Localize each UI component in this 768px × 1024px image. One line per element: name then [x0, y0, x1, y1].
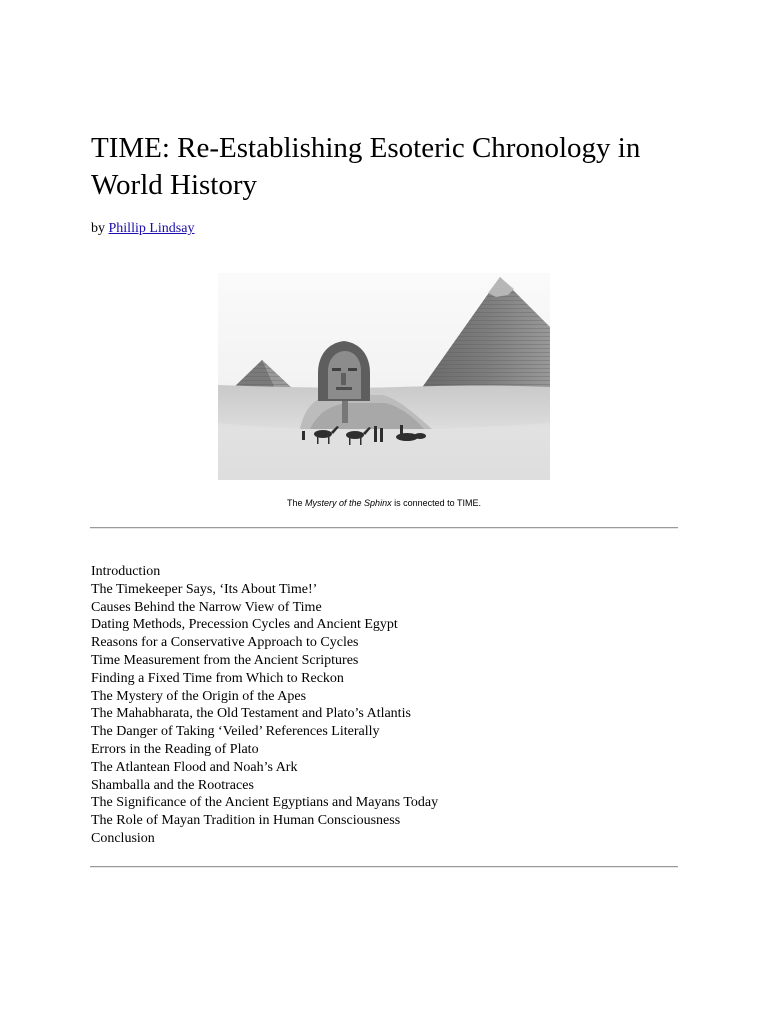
toc-item[interactable]: Shamballa and the Rootraces	[91, 777, 254, 793]
toc-item[interactable]: The Atlantean Flood and Noah’s Ark	[91, 759, 298, 775]
sphinx-and-pyramids-photo	[218, 273, 550, 480]
toc-item[interactable]: The Danger of Taking ‘Veiled’ References Literally	[91, 724, 380, 740]
toc-item[interactable]: Conclusion	[91, 830, 155, 846]
toc-item[interactable]: The Significance of the Ancient Egyptians and Mayans Today	[91, 795, 439, 811]
divider-bottom	[90, 866, 678, 868]
toc-item[interactable]: The Mystery of the Origin of the Apes	[91, 688, 307, 704]
caption-italic-title: Mystery of the Sphinx	[305, 498, 392, 508]
page-title: TIME: Re-Establishing Esoteric Chronology in World History	[91, 132, 641, 201]
toc-item[interactable]: The Timekeeper Says, ‘Its About Time!’	[91, 581, 318, 597]
table-of-contents	[91, 563, 438, 848]
toc-item[interactable]: The Mahabharata, the Old Testament and Plato’s Atlantis	[91, 706, 411, 722]
author-link[interactable]: Phillip Lindsay	[108, 221, 195, 236]
byline	[91, 220, 194, 238]
caption-text-before: The	[287, 498, 303, 508]
toc-item[interactable]: Time Measurement from the Ancient Scriptures	[91, 652, 359, 668]
toc-item[interactable]: The Role of Mayan Tradition in Human Consciousness	[91, 813, 401, 829]
toc-item[interactable]: Finding a Fixed Time from Which to Reckon	[91, 670, 344, 686]
toc-item[interactable]: Errors in the Reading of Plato	[91, 741, 259, 757]
caption-text-after: is connected to TIME.	[394, 498, 481, 508]
toc-item[interactable]: Causes Behind the Narrow View of Time	[91, 599, 322, 615]
toc-item[interactable]: Dating Methods, Precession Cycles and Ancient Egypt	[91, 617, 398, 633]
byline-prefix: by	[91, 221, 105, 236]
divider-top	[90, 527, 678, 529]
image-caption	[0, 497, 768, 509]
toc-item[interactable]: Reasons for a Conservative Approach to Cycles	[91, 635, 359, 651]
toc-item[interactable]: Introduction	[91, 564, 161, 579]
